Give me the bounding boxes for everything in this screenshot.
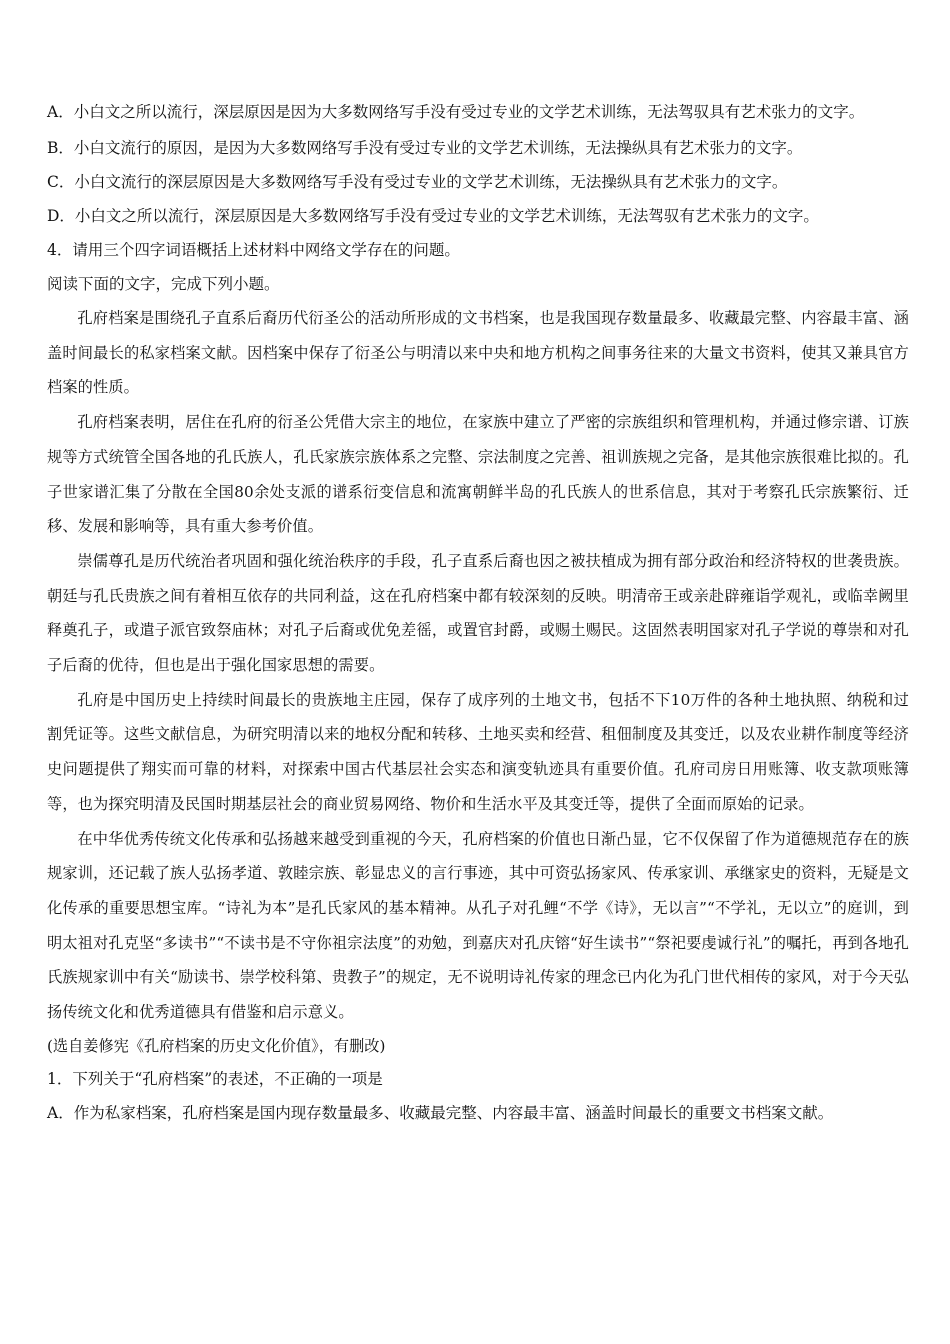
passage-paragraph-4: 孔府是中国历史上持续时间最长的贵族地主庄园，保存了成序列的土地文书，包括不下10万件的各种土地执照、纳税和过割凭证等。这些文献信息，为研究明清以来的地权分配和转移、土地买卖和经营、租佃制度及其变迁，以及农业耕作制度等经济史问题提供了翔实而可靠的材料，对探索中国古代基层社会实态和演变轨迹具有重要价值。孔府司房日用账簿、收支款项账簿等，也为探究明清及民国时期基层社会的商业贸易网络、物价和生活水平及其变迁等，提供了全面而原始的记录。 <box>47 690 909 813</box>
option-1a: A．作为私家档案，孔府档案是国内现存数量最多、收藏最完整、内容最丰富、涵盖时间最长的重要文书档案文献。 <box>47 1103 834 1122</box>
option-3b: B．小白文流行的原因，是因为大多数网络写手没有受过专业的文学艺术训练，无法操纵具有艺术张力的文字。 <box>47 139 803 157</box>
option-3a: A．小白文之所以流行，深层原因是因为大多数网络写手没有受过专业的文学艺术训练，无法驾驭具有艺术张力的文字。 <box>47 103 865 121</box>
reading-instruction: 阅读下面的文字，完成下列小题。 <box>47 275 280 293</box>
passage-paragraph-3: 崇儒尊孔是历代统治者巩固和强化统治秩序的手段，孔子直系后裔也因之被扶植成为拥有部分政治和经济特权的世袭贵族。朝廷与孔氏贵族之间有着相互依存的共同利益，这在孔府档案中都有较深刻的反映。明清帝王或亲赴辟雍诣学观礼，或临幸阙里释奠孔子，或遣子派官致祭庙林；对孔子后裔或优免差徭，或置官封爵，或赐土赐民。这固然表明国家对孔子学说的尊崇和对孔子后裔的优待，但也是出于强化国家思想的需要。 <box>47 551 909 675</box>
option-3c: C．小白文流行的深层原因是大多数网络写手没有受过专业的文学艺术训练，无法操纵具有艺术张力的文字。 <box>47 173 788 191</box>
question-4: 4．请用三个四字词语概括上述材料中网络文学存在的问题。 <box>47 241 460 259</box>
question-1: 1．下列关于“孔府档案”的表述，不正确的一项是 <box>47 1069 383 1088</box>
document-page <box>47 94 909 1130</box>
passage-paragraph-5: 在中华优秀传统文化传承和弘扬越来越受到重视的今天，孔府档案的价值也日渐凸显，它不仅保留了作为道德规范存在的族规家训，还记载了族人弘扬孝道、敦睦宗族、彰显忠义的言行事迹，其中可资弘扬家风、传承家训、承继家史的资料，无疑是文化传承的重要思想宝库。“诗礼为本”是孔氏家风的基本精神。从孔子对孔鲤“不学《诗》，无以言”“不学礼，无以立”的庭训，到明太祖对孔克坚“多读书”“不读书是不守你祖宗法度”的劝勉，到嘉庆对孔庆镕“好生读书”“祭祀要虔诚行礼”的嘱托，再到各地孔氏族规家训中有关“励读书、崇学校科第、贵教子”的规定，无不说明诗礼传家的理念已内化为孔门世代相传的家风，对于今天弘扬传统文化和优秀道德具有借鉴和启示意义。 <box>47 829 909 1022</box>
option-3d: D．小白文之所以流行，深层原因是大多数网络写手没有受过专业的文学艺术训练，无法驾驭有艺术张力的文字。 <box>47 207 819 225</box>
source-citation: (选自姜修宪《孔府档案的历史文化价值》，有删改) <box>47 1036 386 1055</box>
passage-paragraph-1: 孔府档案是围绕孔子直系后裔历代衍圣公的活动所形成的文书档案，也是我国现存数量最多、收藏最完整、内容最丰富、涵盖时间最长的私家档案文献。因档案中保存了衍圣公与明清以来中央和地方机构之间事务往来的大量文书资料，使其又兼具官方档案的性质。 <box>47 309 909 397</box>
passage-paragraph-2: 孔府档案表明，居住在孔府的衍圣公凭借大宗主的地位，在家族中建立了严密的宗族组织和管理机构，并通过修宗谱、订族规等方式统管全国各地的孔氏族人，孔氏家族宗族体系之完整、宗法制度之完善、祖训族规之完备，是其他宗族很难比拟的。孔子世家谱汇集了分散在全国80余处支派的谱系衍变信息和流寓朝鲜半岛的孔氏族人的世系信息，其对于考察孔氏宗族繁衍、迁移、发展和影响等，具有重大参考价值。 <box>47 413 909 536</box>
